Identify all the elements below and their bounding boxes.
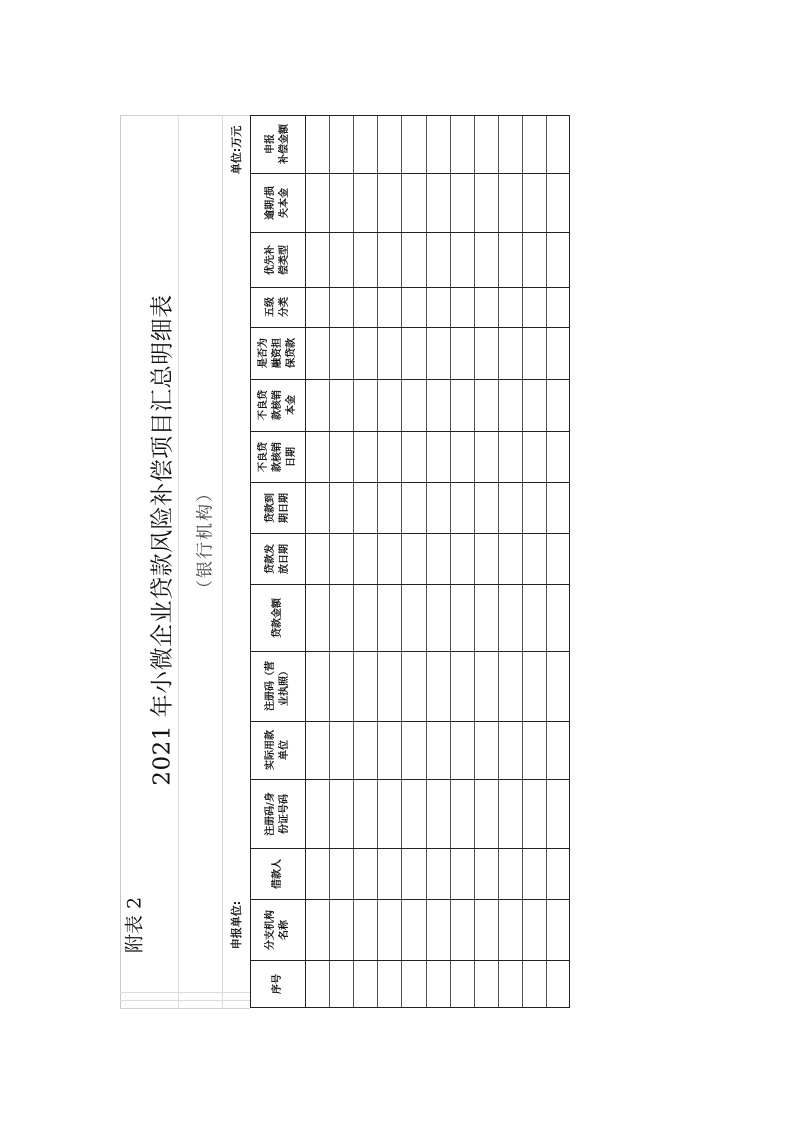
sheet-frame-left [120, 115, 121, 1008]
table-header-label: 不良贷 款核销 本金 [257, 390, 297, 420]
table-header-label: 分支机构 名称 [264, 909, 290, 950]
table-header-label: 是否为 融资担 保贷款 [257, 338, 297, 368]
table-header-cell [250, 848, 305, 899]
appendix-label: 附表 2 [123, 896, 146, 954]
table-row-divider [522, 115, 523, 1008]
table-header-label: 贷款到 期日期 [264, 492, 290, 523]
table-border-right [569, 115, 570, 1008]
table-row-divider [450, 115, 451, 1008]
table-header-cell [250, 721, 305, 779]
sheet-frame-top [120, 115, 250, 116]
table-header-label: 优先补 偿类型 [264, 244, 290, 275]
sheet-frame-line [222, 115, 223, 1008]
table-header-cell [250, 533, 305, 584]
table-header-cell [250, 173, 305, 232]
table-header-label: 贷款发 放日期 [264, 543, 290, 574]
table-header-label: 贷款金额 [271, 597, 283, 638]
page-subtitle: （银行机构） [195, 483, 216, 597]
table-header-label: 借款人 [271, 858, 283, 889]
table-header-cell [250, 431, 305, 482]
table-header-label: 序号 [271, 974, 283, 994]
table-header-cell [250, 115, 305, 173]
table-row-divider [474, 115, 475, 1008]
summary-table [250, 115, 570, 1008]
reporting-unit-label: 申报单位: [230, 900, 243, 950]
table-header-label: 不良贷 款核销 日期 [257, 441, 297, 472]
table-header-cell [250, 779, 305, 848]
table-header-label: 注册码/身 份证号码 [264, 791, 290, 836]
table-header-cell [250, 232, 305, 287]
table-header-cell [250, 327, 305, 379]
table-header-cell [250, 960, 305, 1008]
table-header-label: 逾期/损 失本金 [264, 185, 290, 220]
table-header-cell [250, 651, 305, 721]
table-row-divider [498, 115, 499, 1008]
table-header-label: 注册码（营 业执照） [264, 661, 290, 711]
table-header-label: 申报 补偿金额 [264, 124, 290, 164]
table-header-label: 实际用款 单位 [264, 730, 290, 770]
sheet-frame-line [120, 1000, 250, 1001]
table-header-cell [250, 379, 305, 431]
table-header-cell [250, 287, 305, 327]
table-header-cell [250, 899, 305, 960]
sheet-frame-bottom [120, 1008, 250, 1009]
page-title: 2021 年小微企业贷款风险补偿项目汇总明细表 [149, 294, 176, 786]
sheet-frame-line [120, 992, 250, 993]
table-row-divider [426, 115, 427, 1008]
table-header-label: 五级 分类 [264, 297, 290, 317]
table-header-cell [250, 584, 305, 651]
table-header-divider [305, 115, 306, 1008]
table-row-divider [401, 115, 402, 1008]
table-row-divider [353, 115, 354, 1008]
sheet-frame-line [178, 115, 179, 1008]
table-header-cell [250, 482, 305, 533]
table-row-divider [377, 115, 378, 1008]
table-row-divider [329, 115, 330, 1008]
unit-label: 单位:万元 [230, 125, 243, 175]
table-row-divider [546, 115, 547, 1008]
